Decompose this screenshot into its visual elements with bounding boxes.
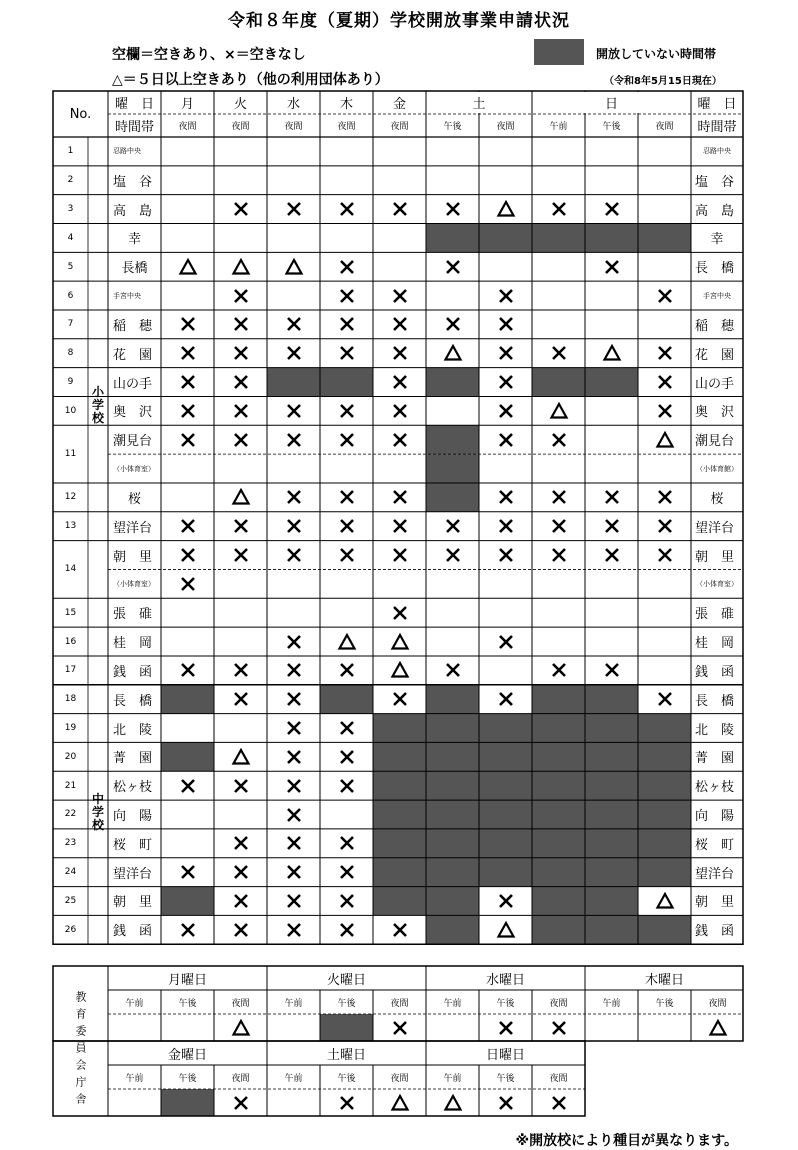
school-name: （小体育室） [113, 464, 155, 473]
partial-mark-icon [390, 632, 410, 652]
board-slot-header: 午前 [125, 1073, 144, 1084]
school-name-right: 高 島 [695, 203, 735, 219]
school-name-right: 花 園 [695, 347, 735, 363]
row-number: 19 [64, 723, 77, 733]
full-mark-icon [496, 632, 516, 652]
full-mark-icon [549, 1018, 569, 1038]
full-mark-icon [602, 660, 622, 680]
full-mark-icon [496, 286, 516, 306]
full-mark-icon [178, 660, 198, 680]
school-name: 忍路中央 [113, 147, 141, 156]
row-number: 4 [67, 232, 74, 243]
full-mark-icon [337, 660, 357, 680]
slot-header: 夜間 [231, 122, 250, 132]
school-name-right: 長 橋 [695, 693, 735, 709]
school-name: 塩 谷 [113, 174, 153, 190]
partial-mark-icon [655, 891, 675, 911]
board-day-header: 土曜日 [326, 1047, 366, 1063]
partial-mark-icon [231, 257, 251, 277]
full-mark-icon [337, 199, 357, 219]
row-number: 14 [64, 564, 77, 575]
row-number: 1 [67, 146, 74, 157]
as-of-date: （令和8年5月15日現在） [604, 76, 722, 87]
school-name: 長 橋 [113, 693, 153, 709]
full-mark-icon [231, 833, 251, 853]
day-header: 金 [392, 97, 406, 112]
board-slot-header: 夜間 [549, 998, 568, 1009]
board-slot-header: 夜間 [549, 1073, 568, 1084]
school-name: 高 島 [113, 203, 153, 219]
full-mark-icon [390, 372, 410, 392]
full-mark-icon [496, 314, 516, 334]
partial-mark-icon [549, 401, 569, 421]
day-header: 土 [472, 97, 486, 112]
school-name: 朝 里 [113, 549, 153, 565]
full-mark-icon [178, 920, 198, 940]
school-name: 潮見台 [113, 434, 153, 450]
full-mark-icon [496, 689, 516, 709]
full-mark-icon [496, 372, 516, 392]
school-name-right: 向 陽 [695, 808, 735, 824]
full-mark-icon [443, 660, 463, 680]
full-mark-icon [496, 891, 516, 911]
day-header: 水 [286, 97, 300, 112]
full-mark-icon [231, 516, 251, 536]
full-mark-icon [284, 891, 304, 911]
full-mark-icon [284, 920, 304, 940]
full-mark-icon [549, 487, 569, 507]
board-slot-header: 午後 [496, 1073, 515, 1084]
school-name-right: 桜 [710, 491, 724, 507]
school-name-right: （小体育室） [696, 579, 738, 588]
full-mark-icon [178, 372, 198, 392]
full-mark-icon [443, 314, 463, 334]
partial-mark-icon [390, 1093, 410, 1113]
school-name: 桜 [127, 491, 141, 507]
school-name-right: 望洋台 [695, 866, 735, 882]
board-slot-header: 午前 [125, 998, 144, 1009]
row-number: 22 [64, 809, 77, 820]
full-mark-icon [602, 487, 622, 507]
full-mark-icon [284, 401, 304, 421]
school-name-right: 望洋台 [695, 520, 735, 536]
full-mark-icon [390, 545, 410, 565]
full-mark-icon [337, 257, 357, 277]
full-mark-icon [231, 401, 251, 421]
school-name-right: 銭 函 [695, 924, 735, 940]
full-mark-icon [284, 776, 304, 796]
school-name: 向 陽 [113, 808, 153, 824]
full-mark-icon [337, 516, 357, 536]
school-name-right: 長 橋 [695, 261, 735, 277]
school-name-right: 手宮中央 [703, 291, 731, 300]
full-mark-icon [178, 343, 198, 363]
row-number: 9 [67, 377, 74, 388]
school-name: 奥 沢 [113, 405, 153, 421]
full-mark-icon [231, 545, 251, 565]
school-name-right: 稲 穂 [695, 318, 735, 334]
partial-mark-icon [496, 920, 516, 940]
row-number: 23 [64, 838, 77, 849]
full-mark-icon [337, 545, 357, 565]
full-mark-icon [284, 689, 304, 709]
school-name: 北 陵 [113, 722, 153, 738]
full-mark-icon [655, 372, 675, 392]
school-name: 望洋台 [113, 866, 153, 882]
full-mark-icon [655, 343, 675, 363]
full-mark-icon [231, 891, 251, 911]
board-slot-header: 午前 [602, 998, 621, 1009]
school-name-right: 桂 岡 [695, 636, 735, 652]
partial-mark-icon [337, 632, 357, 652]
school-name: （小体育室） [113, 579, 155, 588]
full-mark-icon [549, 660, 569, 680]
slot-header: 午後 [602, 122, 621, 132]
column-header-jikantai: 時間帯 [114, 120, 154, 135]
full-mark-icon [178, 862, 198, 882]
row-number: 10 [64, 405, 77, 416]
full-mark-icon [443, 199, 463, 219]
partial-mark-icon [708, 1018, 728, 1038]
row-number: 15 [64, 607, 77, 618]
row-number: 7 [67, 319, 74, 330]
partial-mark-icon [443, 1093, 463, 1113]
full-mark-icon [178, 545, 198, 565]
full-mark-icon [655, 487, 675, 507]
full-mark-icon [549, 430, 569, 450]
row-number: 6 [67, 290, 74, 301]
full-mark-icon [655, 545, 675, 565]
board-slot-header: 午後 [496, 998, 515, 1009]
full-mark-icon [390, 920, 410, 940]
full-mark-icon [443, 545, 463, 565]
school-name-right: 奥 沢 [695, 405, 735, 421]
row-number: 11 [64, 449, 77, 460]
full-mark-icon [390, 286, 410, 306]
row-number: 26 [64, 924, 77, 935]
full-mark-icon [337, 747, 357, 767]
board-slot-header: 午後 [178, 998, 197, 1009]
slot-header: 夜間 [390, 122, 409, 132]
board-day-header: 火曜日 [326, 972, 366, 988]
full-mark-icon [231, 776, 251, 796]
school-name: 山の手 [113, 376, 153, 392]
full-mark-icon [284, 632, 304, 652]
column-header-youbi: 曜 日 [114, 97, 154, 112]
full-mark-icon [337, 401, 357, 421]
full-mark-icon [549, 545, 569, 565]
board-slot-header: 夜間 [708, 998, 727, 1009]
full-mark-icon [231, 430, 251, 450]
row-number: 17 [64, 665, 77, 676]
board-slot-header: 午後 [178, 1073, 197, 1084]
slot-header: 夜間 [496, 122, 515, 132]
full-mark-icon [337, 891, 357, 911]
row-number: 5 [67, 261, 74, 272]
school-name: 花 園 [113, 347, 153, 363]
slot-header: 夜間 [284, 122, 303, 132]
school-name-right: 銭 函 [695, 664, 735, 680]
school-name-right: 塩 谷 [695, 174, 735, 190]
partial-mark-icon [231, 487, 251, 507]
board-day-header: 金曜日 [167, 1047, 207, 1063]
full-mark-icon [390, 603, 410, 623]
full-mark-icon [496, 1018, 516, 1038]
partial-mark-icon [231, 1018, 251, 1038]
school-name-right: 張 碓 [695, 607, 735, 623]
board-slot-header: 夜間 [390, 998, 409, 1009]
school-name: 稲 穂 [113, 318, 153, 334]
full-mark-icon [602, 545, 622, 565]
full-mark-icon [390, 689, 410, 709]
board-slot-header: 夜間 [231, 1073, 250, 1084]
full-mark-icon [231, 343, 251, 363]
full-mark-icon [178, 776, 198, 796]
school-name: 望洋台 [113, 520, 153, 536]
school-name: 長橋 [121, 261, 148, 277]
slot-header: 夜間 [337, 122, 356, 132]
full-mark-icon [231, 286, 251, 306]
board-office-label: 教育委員会庁舎 [74, 990, 87, 1110]
full-mark-icon [390, 1018, 410, 1038]
school-name-right: 北 陵 [695, 722, 735, 738]
school-name: 幸 [127, 232, 141, 248]
board-slot-header: 午前 [443, 1073, 462, 1084]
full-mark-icon [496, 1093, 516, 1113]
partial-mark-icon [602, 343, 622, 363]
legend-note-1: 空欄＝空きあり、×＝空きなし [112, 47, 306, 63]
full-mark-icon [337, 286, 357, 306]
full-mark-icon [284, 343, 304, 363]
row-number: 20 [64, 751, 77, 762]
row-number: 8 [67, 348, 74, 359]
full-mark-icon [284, 430, 304, 450]
full-mark-icon [284, 747, 304, 767]
board-slot-header: 午後 [337, 998, 356, 1009]
full-mark-icon [655, 286, 675, 306]
full-mark-icon [337, 920, 357, 940]
board-day-header: 水曜日 [485, 972, 525, 988]
slot-header: 夜間 [655, 122, 674, 132]
row-number: 12 [64, 492, 77, 503]
full-mark-icon [496, 545, 516, 565]
school-name-right: （小体育館） [696, 464, 738, 473]
column-header-no: No. [69, 106, 92, 122]
full-mark-icon [496, 516, 516, 536]
full-mark-icon [284, 487, 304, 507]
full-mark-icon [337, 776, 357, 796]
school-name: 菁 園 [113, 751, 153, 767]
board-slot-header: 午後 [655, 998, 674, 1009]
school-name-right: 忍路中央 [703, 147, 731, 156]
school-name: 桂 岡 [113, 636, 153, 652]
row-number: 3 [67, 204, 74, 215]
school-name-right: 幸 [710, 232, 724, 248]
legend-note-2: △＝５日以上空きあり（他の利用団体あり） [112, 72, 389, 88]
school-name-right: 朝 里 [695, 895, 735, 911]
full-mark-icon [231, 689, 251, 709]
full-mark-icon [178, 430, 198, 450]
school-name-right: 潮見台 [695, 434, 735, 450]
board-slot-header: 午前 [284, 998, 303, 1009]
full-mark-icon [549, 516, 569, 536]
full-mark-icon [549, 199, 569, 219]
page-title: 令和８年度（夏期）学校開放事業申請状況 [228, 11, 570, 31]
row-number: 24 [64, 867, 77, 878]
full-mark-icon [284, 660, 304, 680]
full-mark-icon [337, 833, 357, 853]
column-header-jikantai-right: 時間帯 [697, 120, 737, 135]
full-mark-icon [496, 487, 516, 507]
full-mark-icon [549, 1093, 569, 1113]
full-mark-icon [284, 718, 304, 738]
full-mark-icon [178, 401, 198, 421]
full-mark-icon [284, 516, 304, 536]
school-name: 朝 里 [113, 895, 153, 911]
school-name: 桜 町 [113, 837, 153, 853]
full-mark-icon [231, 372, 251, 392]
full-mark-icon [390, 516, 410, 536]
full-mark-icon [390, 401, 410, 421]
day-header: 木 [339, 97, 353, 112]
full-mark-icon [655, 516, 675, 536]
full-mark-icon [390, 314, 410, 334]
day-header: 日 [604, 97, 618, 112]
full-mark-icon [443, 516, 463, 536]
full-mark-icon [284, 199, 304, 219]
board-day-header: 月曜日 [167, 972, 207, 988]
school-name: 銭 函 [113, 924, 153, 940]
full-mark-icon [337, 862, 357, 882]
school-name-right: 桜 町 [695, 837, 735, 853]
row-number: 16 [64, 636, 77, 647]
full-mark-icon [284, 314, 304, 334]
board-slot-header: 午後 [337, 1073, 356, 1084]
board-slot-header: 夜間 [231, 998, 250, 1009]
partial-mark-icon [443, 343, 463, 363]
column-header-youbi-right: 曜 日 [697, 97, 737, 112]
full-mark-icon [231, 314, 251, 334]
full-mark-icon [337, 718, 357, 738]
full-mark-icon [655, 689, 675, 709]
full-mark-icon [337, 343, 357, 363]
full-mark-icon [337, 487, 357, 507]
footnote: ※開放校により種目が異なります。 [515, 1133, 738, 1149]
school-name: 手宮中央 [113, 291, 141, 300]
full-mark-icon [284, 545, 304, 565]
full-mark-icon [602, 257, 622, 277]
slot-header: 午前 [549, 122, 568, 132]
board-slot-header: 午前 [443, 998, 462, 1009]
partial-mark-icon [284, 257, 304, 277]
group-label-elementary: 小学校 [91, 385, 104, 425]
slot-header: 午後 [443, 122, 462, 132]
full-mark-icon [231, 862, 251, 882]
day-header: 月 [180, 97, 194, 112]
full-mark-icon [178, 314, 198, 334]
closed-legend-label: 開放していない時間帯 [596, 47, 717, 61]
group-label-middle: 中学校 [91, 792, 104, 832]
full-mark-icon [496, 343, 516, 363]
school-name: 張 碓 [113, 607, 153, 623]
full-mark-icon [231, 920, 251, 940]
school-name-right: 朝 里 [695, 549, 735, 565]
full-mark-icon [337, 1093, 357, 1113]
row-number: 13 [64, 521, 77, 532]
board-slot-header: 夜間 [390, 1073, 409, 1084]
full-mark-icon [284, 805, 304, 825]
full-mark-icon [549, 343, 569, 363]
full-mark-icon [231, 199, 251, 219]
full-mark-icon [655, 401, 675, 421]
partial-mark-icon [178, 257, 198, 277]
full-mark-icon [284, 862, 304, 882]
board-slot-header: 午前 [284, 1073, 303, 1084]
full-mark-icon [496, 430, 516, 450]
full-mark-icon [602, 516, 622, 536]
partial-mark-icon [390, 660, 410, 680]
full-mark-icon [284, 833, 304, 853]
school-name: 松ヶ枝 [113, 780, 153, 796]
full-mark-icon [337, 430, 357, 450]
full-mark-icon [337, 314, 357, 334]
full-mark-icon [602, 199, 622, 219]
partial-mark-icon [231, 747, 251, 767]
partial-mark-icon [655, 430, 675, 450]
full-mark-icon [231, 660, 251, 680]
full-mark-icon [496, 401, 516, 421]
full-mark-icon [390, 487, 410, 507]
day-header: 火 [233, 97, 247, 112]
slot-header: 夜間 [178, 122, 197, 132]
school-name-right: 菁 園 [695, 751, 735, 767]
full-mark-icon [443, 257, 463, 277]
row-number: 2 [67, 175, 74, 186]
full-mark-icon [231, 1093, 251, 1113]
full-mark-icon [390, 343, 410, 363]
row-number: 18 [64, 694, 77, 705]
board-day-header: 日曜日 [485, 1047, 525, 1063]
school-name: 銭 函 [113, 664, 153, 680]
row-number: 21 [64, 780, 77, 791]
full-mark-icon [390, 199, 410, 219]
school-name-right: 松ヶ枝 [695, 780, 735, 796]
full-mark-icon [390, 430, 410, 450]
partial-mark-icon [496, 199, 516, 219]
row-number: 25 [64, 895, 77, 906]
school-name-right: 山の手 [695, 376, 735, 392]
board-day-header: 木曜日 [644, 972, 684, 988]
full-mark-icon [178, 516, 198, 536]
full-mark-icon [178, 574, 198, 594]
